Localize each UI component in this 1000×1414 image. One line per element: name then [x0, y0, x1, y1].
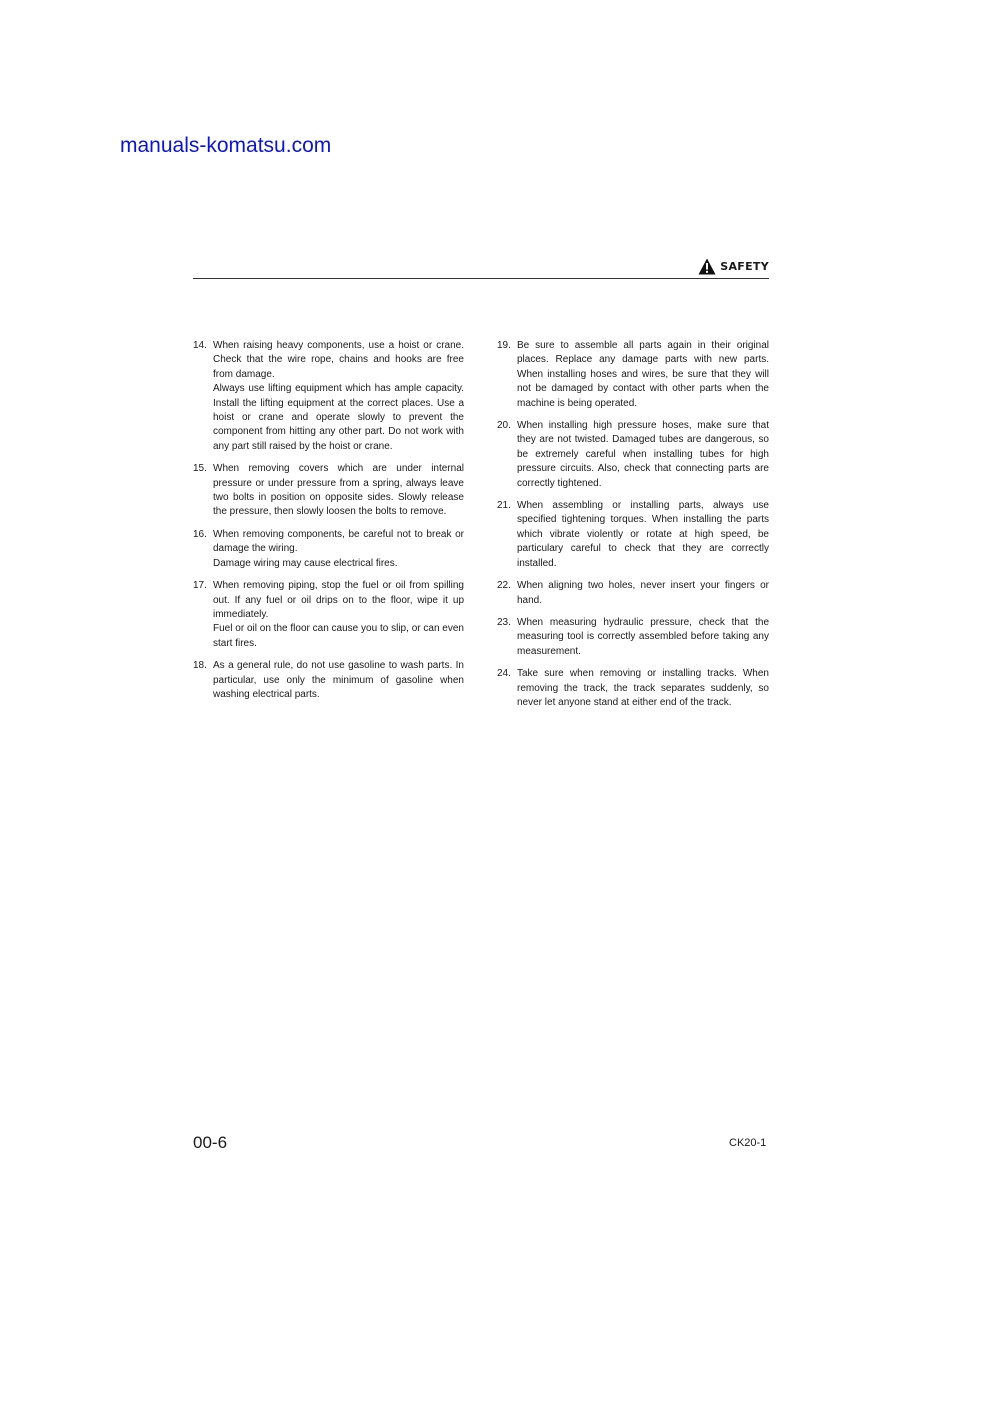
model-number: CK20-1	[729, 1137, 767, 1149]
item-body	[213, 659, 464, 702]
item-number: 15.	[193, 463, 207, 475]
item-number: 14.	[193, 340, 207, 351]
list-item	[497, 419, 769, 491]
list-item	[497, 339, 769, 411]
item-number: 21.	[497, 500, 511, 512]
item-paragraph: When removing covers which are under internal pressure or under pressure from a spring, always leave two bolts in position on opposite sides. Slowly release the pressure, then slowly loosen the bolts to remove.	[213, 463, 464, 518]
right-column	[497, 339, 769, 718]
list-item	[497, 616, 769, 659]
list-item	[193, 462, 464, 520]
warning-triangle-icon	[698, 258, 716, 275]
item-body	[517, 616, 769, 659]
section-header	[193, 256, 769, 279]
list-item	[193, 339, 464, 454]
list-item	[497, 667, 769, 710]
item-number: 24.	[497, 668, 511, 680]
item-paragraph: Fuel or oil on the floor can cause you to slip, or can even start fires.	[213, 623, 464, 649]
list-item	[193, 528, 464, 571]
item-paragraph: Take sure when removing or installing tracks. When removing the track, the track separates suddenly, so never let anyone stand at either end of the track.	[517, 668, 769, 708]
item-number: 22.	[497, 580, 511, 592]
watermark-link[interactable]: manuals-komatsu.com	[120, 134, 332, 157]
item-paragraph: When assembling or installing parts, always use specified tightening torques. When installing the parts which vibrate violently or rotate at high speed, be particulary careful to check that they are correctly installed.	[517, 500, 769, 569]
item-body	[213, 462, 464, 520]
item-paragraph: When installing high pressure hoses, make sure that they are not twisted. Damaged tubes are dangerous, so be extremely careful when installing tubes for high pressure circuits. Also, check that connecting parts are correctly tightened.	[517, 420, 769, 489]
section-title-wrap	[698, 256, 769, 276]
item-body	[213, 528, 464, 571]
item-paragraph: Damage wiring may cause electrical fires.	[213, 557, 398, 569]
item-paragraph: When measuring hydraulic pressure, check that the measuring tool is correctly assembled before taking any measurement.	[517, 616, 769, 657]
item-number: 20.	[497, 420, 511, 432]
item-number: 19.	[497, 340, 511, 351]
item-paragraph: When aligning two holes, never insert your fingers or hand.	[517, 580, 769, 606]
item-paragraph: Always use lifting equipment which has ample capacity. Install the lifting equipment at the correct places. Use a hoist or crane and operate slowly to prevent the component from hitting any other part. Do not work with any part still raised by the hoist or crane.	[213, 383, 464, 452]
item-paragraph: As a general rule, do not use gasoline to wash parts. In particular, use only the minimum of gasoline when washing electrical parts.	[213, 660, 464, 700]
page-number: 00-6	[193, 1133, 228, 1152]
list-item	[193, 579, 464, 651]
item-body	[517, 499, 769, 571]
item-number: 17.	[193, 580, 207, 592]
left-column	[193, 339, 464, 710]
list-item	[193, 659, 464, 702]
item-paragraph: Be sure to assemble all parts again in their original places. Replace any damage parts with new parts. When installing hoses and wires, be sure that they will not be damaged by contact with other parts when the machine is being operated.	[517, 340, 769, 409]
item-number: 23.	[497, 616, 511, 628]
section-title: SAFETY	[720, 259, 769, 273]
item-body	[517, 419, 769, 491]
item-body	[213, 579, 464, 651]
item-paragraph: When removing piping, stop the fuel or oil from spilling out. If any fuel or oil drips on to the floor, wipe it up immediately.	[213, 580, 464, 620]
item-number: 18.	[193, 660, 207, 672]
item-body	[517, 339, 769, 411]
item-body	[517, 579, 769, 608]
item-body	[517, 667, 769, 710]
item-number: 16.	[193, 528, 207, 540]
item-paragraph: When removing components, be careful not to break or damage the wiring.	[213, 528, 464, 555]
list-item	[497, 499, 769, 571]
list-item	[497, 579, 769, 608]
item-paragraph: When raising heavy components, use a hoist or crane. Check that the wire rope, chains and hooks are free from damage.	[213, 340, 464, 380]
item-body	[213, 339, 464, 454]
